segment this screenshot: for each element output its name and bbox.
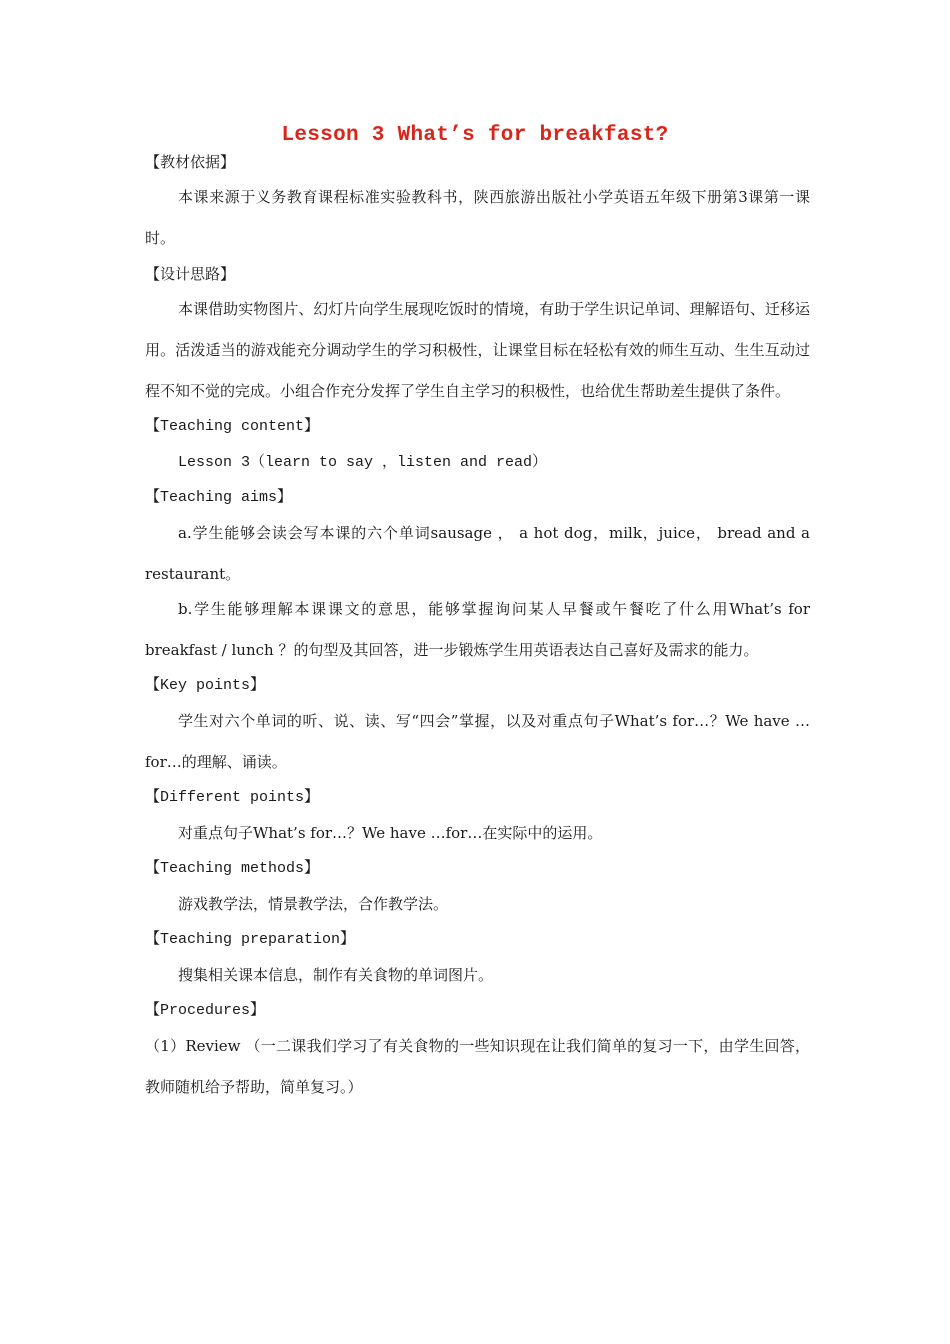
- section-paragraph: 搜集相关课本信息，制作有关食物的单词图片。: [178, 966, 494, 984]
- document-body: [145, 150, 810, 1111]
- section-paragraph: a.学生能够会读会写本课的六个单词sausage ， a hot dog，milk，juice， bread and a restaurant。: [145, 524, 810, 583]
- section-paragraph: 学生对六个单词的听、说、读、写“四会”掌握，以及对重点句子What’s for…？We have …for…的理解、诵读。: [145, 712, 810, 771]
- section-heading-design: 【设计思路】: [145, 265, 236, 283]
- section-paragraph: 游戏教学法，情景教学法，合作教学法。: [178, 895, 449, 913]
- section-heading-teaching-aims: 【Teaching aims】: [145, 489, 293, 506]
- section-paragraph: 本课来源于义务教育课程标准实验教科书，陕西旅游出版社小学英语五年级下册第3课第一课时。: [145, 188, 810, 247]
- section-heading-teaching-preparation: 【Teaching preparation】: [145, 931, 356, 948]
- section-heading-procedures: 【Procedures】: [145, 1002, 266, 1019]
- section-paragraph: 本课借助实物图片、幻灯片向学生展现吃饭时的情境，有助于学生识记单词、理解语句、迁移运用。活泼适当的游戏能充分调动学生的学习积极性，让课堂目标在轻松有效的师生互动、生生互动过程不知不觉的完成。小组合作充分发挥了学生自主学习的积极性，也给优生帮助差生提供了条件。: [145, 300, 810, 400]
- section-heading-key-points: 【Key points】: [145, 677, 266, 694]
- procedure-review-paragraph: （1）Review （一二课我们学习了有关食物的一些知识现在让我们简单的复习一下，由学生回答，教师随机给予帮助，简单复习。）: [145, 1037, 810, 1096]
- section-paragraph: b.学生能够理解本课课文的意思，能够掌握询问某人早餐或午餐吃了什么用What’s for breakfast / lunch ？的句型及其回答，进一步锻炼学生用英语表达自己喜好及需求的能力。: [145, 600, 810, 659]
- section-heading-basis: 【教材依据】: [145, 153, 236, 171]
- document-title: Lesson 3 What’s for breakfast?: [281, 124, 669, 147]
- section-paragraph: 对重点句子What’s for…？We have …for…在实际中的运用。: [178, 824, 603, 842]
- section-paragraph: Lesson 3（learn to say ，listen and read）: [178, 454, 548, 471]
- section-heading-teaching-methods: 【Teaching methods】: [145, 860, 320, 877]
- section-heading-different-points: 【Different points】: [145, 789, 320, 806]
- section-heading-teaching-content: 【Teaching content】: [145, 418, 320, 435]
